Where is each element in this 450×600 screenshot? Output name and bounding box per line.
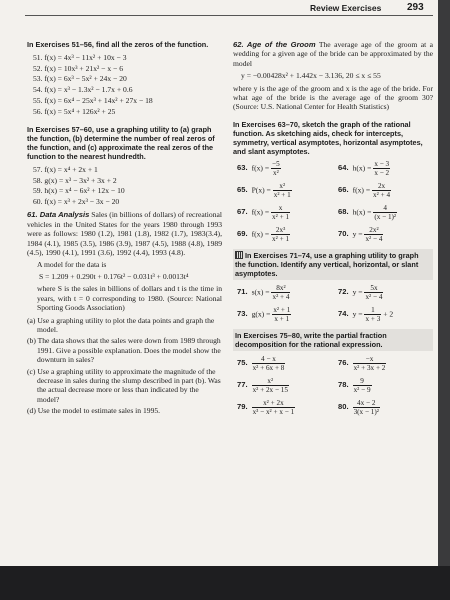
exercise-number: 64. (338, 163, 349, 173)
exercise-number: 77. (237, 380, 248, 390)
fraction (353, 377, 372, 394)
exercise-number: 73. (237, 309, 248, 319)
numerator: 9 (353, 377, 372, 386)
function-lhs: y = (352, 309, 363, 319)
exercise-62-title: 62. Age of the Groom (233, 40, 316, 49)
denominator: x² + 4 (272, 292, 290, 301)
function-lhs: f(x) = (352, 185, 371, 195)
function-lhs: s(x) = (251, 287, 270, 297)
numerator: 5x (364, 284, 383, 293)
exercise-70 (338, 226, 433, 243)
fraction (364, 306, 381, 323)
fraction (373, 204, 397, 221)
section-heading-51-56: In Exercises 51–56, find all the zeros of the function. (27, 40, 209, 49)
exercise-list-51-56 (27, 53, 222, 116)
exercise-51: 51. f(x) = 4x³ − 11x² + 10x − 3 (33, 53, 127, 62)
fraction (364, 226, 383, 243)
exercise-62-equation: y = −0.00428x² + 1.442x − 3.136, 20 ≤ x ≤ 55 (241, 71, 381, 81)
numerator: 2x³ (271, 226, 290, 235)
denominator: x² + 2x − 15 (252, 385, 288, 394)
exercise-number: 72. (338, 287, 349, 297)
exercise-61 (27, 210, 222, 257)
exercise-80 (338, 399, 433, 416)
fraction (372, 182, 391, 199)
exercise-72 (338, 284, 433, 301)
exercise-number: 78. (338, 380, 349, 390)
section-heading-71-74-text: In Exercises 71–74, use a graphing utility to graph the function. Identify any vertical, horizontal, or slant asymptotes. (235, 250, 419, 278)
exercise-60: 60. f(x) = x³ + 2x³ − 3x − 20 (33, 197, 120, 207)
part-d: (d) Use the model to estimate sales in 1995. (27, 406, 161, 416)
exercise-78 (338, 377, 433, 394)
page-edge-shadow (438, 0, 450, 566)
function-lhs: f(x) = (251, 207, 270, 217)
function-lhs: g(x) = (251, 309, 271, 319)
exercise-grid-75-80 (237, 355, 433, 416)
exercise-number: 68. (338, 207, 349, 217)
exercise-67 (237, 204, 332, 221)
denominator: x² − 4 (365, 234, 383, 243)
section-heading-63-70: In Exercises 63–70, sketch the graph of the rational function. As sketching aids, check for intercepts, symmetry, vertical asymptotes, horizontal asymptotes, and slant asymptotes. (233, 119, 423, 156)
exercise-76 (338, 355, 433, 372)
exercise-grid-63-70 (237, 160, 433, 243)
model-where: where S is the sales in billions of dollars and t is the time in years, with t = 0 corresponding to 1980. (Source: National Sporting Goods Association) (37, 284, 222, 313)
denominator: (x − 1)² (374, 212, 397, 221)
exercise-62-text: The average age of the groom at a wedding for a given age of the bride can be approximated by the model (233, 40, 433, 68)
right-column (233, 40, 433, 422)
fraction (271, 204, 290, 221)
exercise-number: 66. (338, 185, 349, 195)
denominator: x² + 1 (272, 234, 290, 243)
numerator: x² (252, 377, 289, 386)
function-lhs: f(x) = (251, 163, 270, 173)
denominator: x² + 1 (273, 190, 291, 199)
left-column (27, 40, 222, 418)
exercise-62-where: where y is the age of the groom and x is the age of the bride. For what age of the bride is the average age of the groom 30? (Source: U.S. National Center for Health Statistics) (233, 83, 433, 112)
denominator: x² + 4 (373, 190, 391, 199)
function-lhs: h(x) = (352, 163, 372, 173)
section-heading-57-60: In Exercises 57–60, use a graphing utility to (a) graph the function, (b) determine the number of real zeros of the function, and (c) approximate the real zeros of the function to the nearest hundredth. (27, 124, 215, 161)
fraction (252, 377, 289, 394)
exercise-79 (237, 399, 332, 416)
exercise-number: 76. (338, 358, 349, 368)
fraction (364, 284, 383, 301)
function-lhs: f(x) = (251, 229, 270, 239)
exercise-number: 80. (338, 402, 349, 412)
denominator: x³ − x² + x − 1 (252, 407, 295, 416)
exercise-62 (233, 40, 433, 68)
numerator: x² + 2x (252, 399, 296, 408)
numerator: x − 3 (374, 159, 390, 168)
model-equation: S = 1.209 + 0.290t + 0.176t² − 0.031t³ + 0.0013t⁴ (39, 271, 189, 281)
exercise-57: 57. f(x) = x⁴ + 2x + 1 (33, 164, 98, 174)
fraction (353, 355, 387, 372)
exercise-number: 63. (237, 163, 248, 173)
exercise-68 (338, 204, 433, 221)
fraction (252, 399, 296, 416)
numerator: −x (353, 355, 387, 364)
function-lhs: h(x) = (352, 207, 372, 217)
tail-term: + 2 (383, 309, 394, 319)
exercise-74 (338, 306, 433, 323)
numerator: 4x − 2 (353, 399, 380, 408)
function-lhs: P(x) = (251, 185, 271, 195)
denominator: 3(x − 1)² (353, 407, 379, 416)
exercise-number: 70. (338, 229, 349, 239)
section-heading-75-80: In Exercises 75–80, write the partial fraction decomposition for the rational expression. (233, 329, 433, 351)
exercise-71 (237, 284, 332, 301)
page-number: 293 (407, 2, 424, 13)
section-heading-71-74 (233, 249, 433, 280)
running-header: Review Exercises (310, 3, 382, 13)
numerator: −5 (272, 159, 280, 168)
exercise-75 (237, 355, 332, 372)
exercise-59: 59. h(x) = x⁴ − 6x² + 12x − 10 (33, 186, 125, 196)
exercise-69 (237, 226, 332, 243)
exercise-number: 74. (338, 309, 349, 319)
denominator: x² − 4 (365, 292, 383, 301)
exercise-number: 69. (237, 229, 248, 239)
numerator: 8x² (271, 284, 290, 293)
exercise-58: 58. g(x) = x³ − 3x² + 3x + 2 (33, 175, 117, 185)
fraction (273, 182, 292, 199)
fraction (271, 226, 290, 243)
exercise-number: 65. (237, 185, 248, 195)
exercise-list-57-60 (27, 165, 222, 207)
numerator: 2x (372, 182, 391, 191)
fraction (271, 284, 290, 301)
part-a: (a) Use a graphing utility to plot the data points and graph the model. (27, 315, 215, 334)
exercise-63 (237, 160, 332, 177)
denominator: x² + 3x + 2 (353, 363, 386, 372)
exercise-77 (237, 377, 332, 394)
exercise-52: 52. f(x) = 10x³ + 21x² − x − 6 (33, 63, 124, 73)
graphing-utility-icon (235, 251, 243, 259)
exercise-number: 75. (237, 358, 248, 368)
model-intro: A model for the data is (37, 260, 107, 270)
part-b: (b) The data shows that the sales were down from 1989 through 1991. Give a possible explanation. Does the model show the downturn in sales? (27, 336, 221, 365)
numerator: x² (273, 182, 292, 191)
exercise-64 (338, 160, 433, 177)
fraction (353, 399, 380, 416)
exercise-61-title: 61. Data Analysis (27, 210, 90, 220)
numerator: 4 (373, 204, 397, 213)
denominator: x² − 9 (353, 385, 371, 394)
numerator: 1 (364, 306, 381, 315)
part-c: (c) Use a graphing utility to approximate the magnitude of the decrease in sales during the slump described in part (b). Was the actual decrease more or less than indicated by the model? (27, 366, 221, 404)
denominator: x − 2 (374, 168, 390, 177)
denominator: x² + 6x + 8 (252, 363, 285, 372)
fraction (272, 306, 291, 323)
header-rule (25, 15, 433, 16)
exercise-grid-71-74 (237, 284, 433, 323)
exercise-54: 54. f(x) = x³ − 1.3x² − 1.7x + 0.6 (33, 85, 133, 95)
numerator: x² + 1 (273, 305, 291, 314)
function-lhs: y = (352, 287, 363, 297)
exercise-65 (237, 182, 332, 199)
numerator: 4 − x (252, 355, 286, 364)
exercise-number: 79. (237, 402, 248, 412)
function-lhs: y = (352, 229, 363, 239)
numerator: 2x² (364, 226, 383, 235)
exercise-53: 53. f(x) = 6x³ − 5x² + 24x − 20 (33, 74, 127, 84)
background-surface (0, 566, 450, 600)
exercise-55: 55. f(x) = 6x⁴ − 25x³ + 14x² + 27x − 18 (33, 95, 153, 105)
fraction (252, 355, 286, 372)
exercise-number: 67. (237, 207, 248, 217)
exercise-66 (338, 182, 433, 199)
fraction (271, 160, 281, 177)
fraction (373, 160, 390, 177)
exercise-56: 56. f(x) = 5x⁴ + 126x² + 25 (33, 106, 116, 116)
exercise-61-text: Sales (in billions of dollars) of recreational vehicles in the United States for the years 1980 through 1993 were as follows: 1980 (1.2), 1981 (1.8), 1982 (1.7), 1983(3.4), 1984 (4.1), 1985 (3.5), 1986 (3.9), 1987 (4.5), 1988 (4.8), 1989 (4.5), 1990 (4.1), 1991 (3.6), 1992 (4.4), 1993 (4.8). (27, 210, 222, 258)
numerator: x (271, 204, 290, 213)
denominator: x + 3 (365, 314, 381, 323)
denominator: x + 1 (274, 314, 290, 323)
exercise-73 (237, 306, 332, 323)
denominator: x² (273, 168, 279, 177)
denominator: x² + 1 (272, 212, 290, 221)
exercise-number: 71. (237, 287, 248, 297)
